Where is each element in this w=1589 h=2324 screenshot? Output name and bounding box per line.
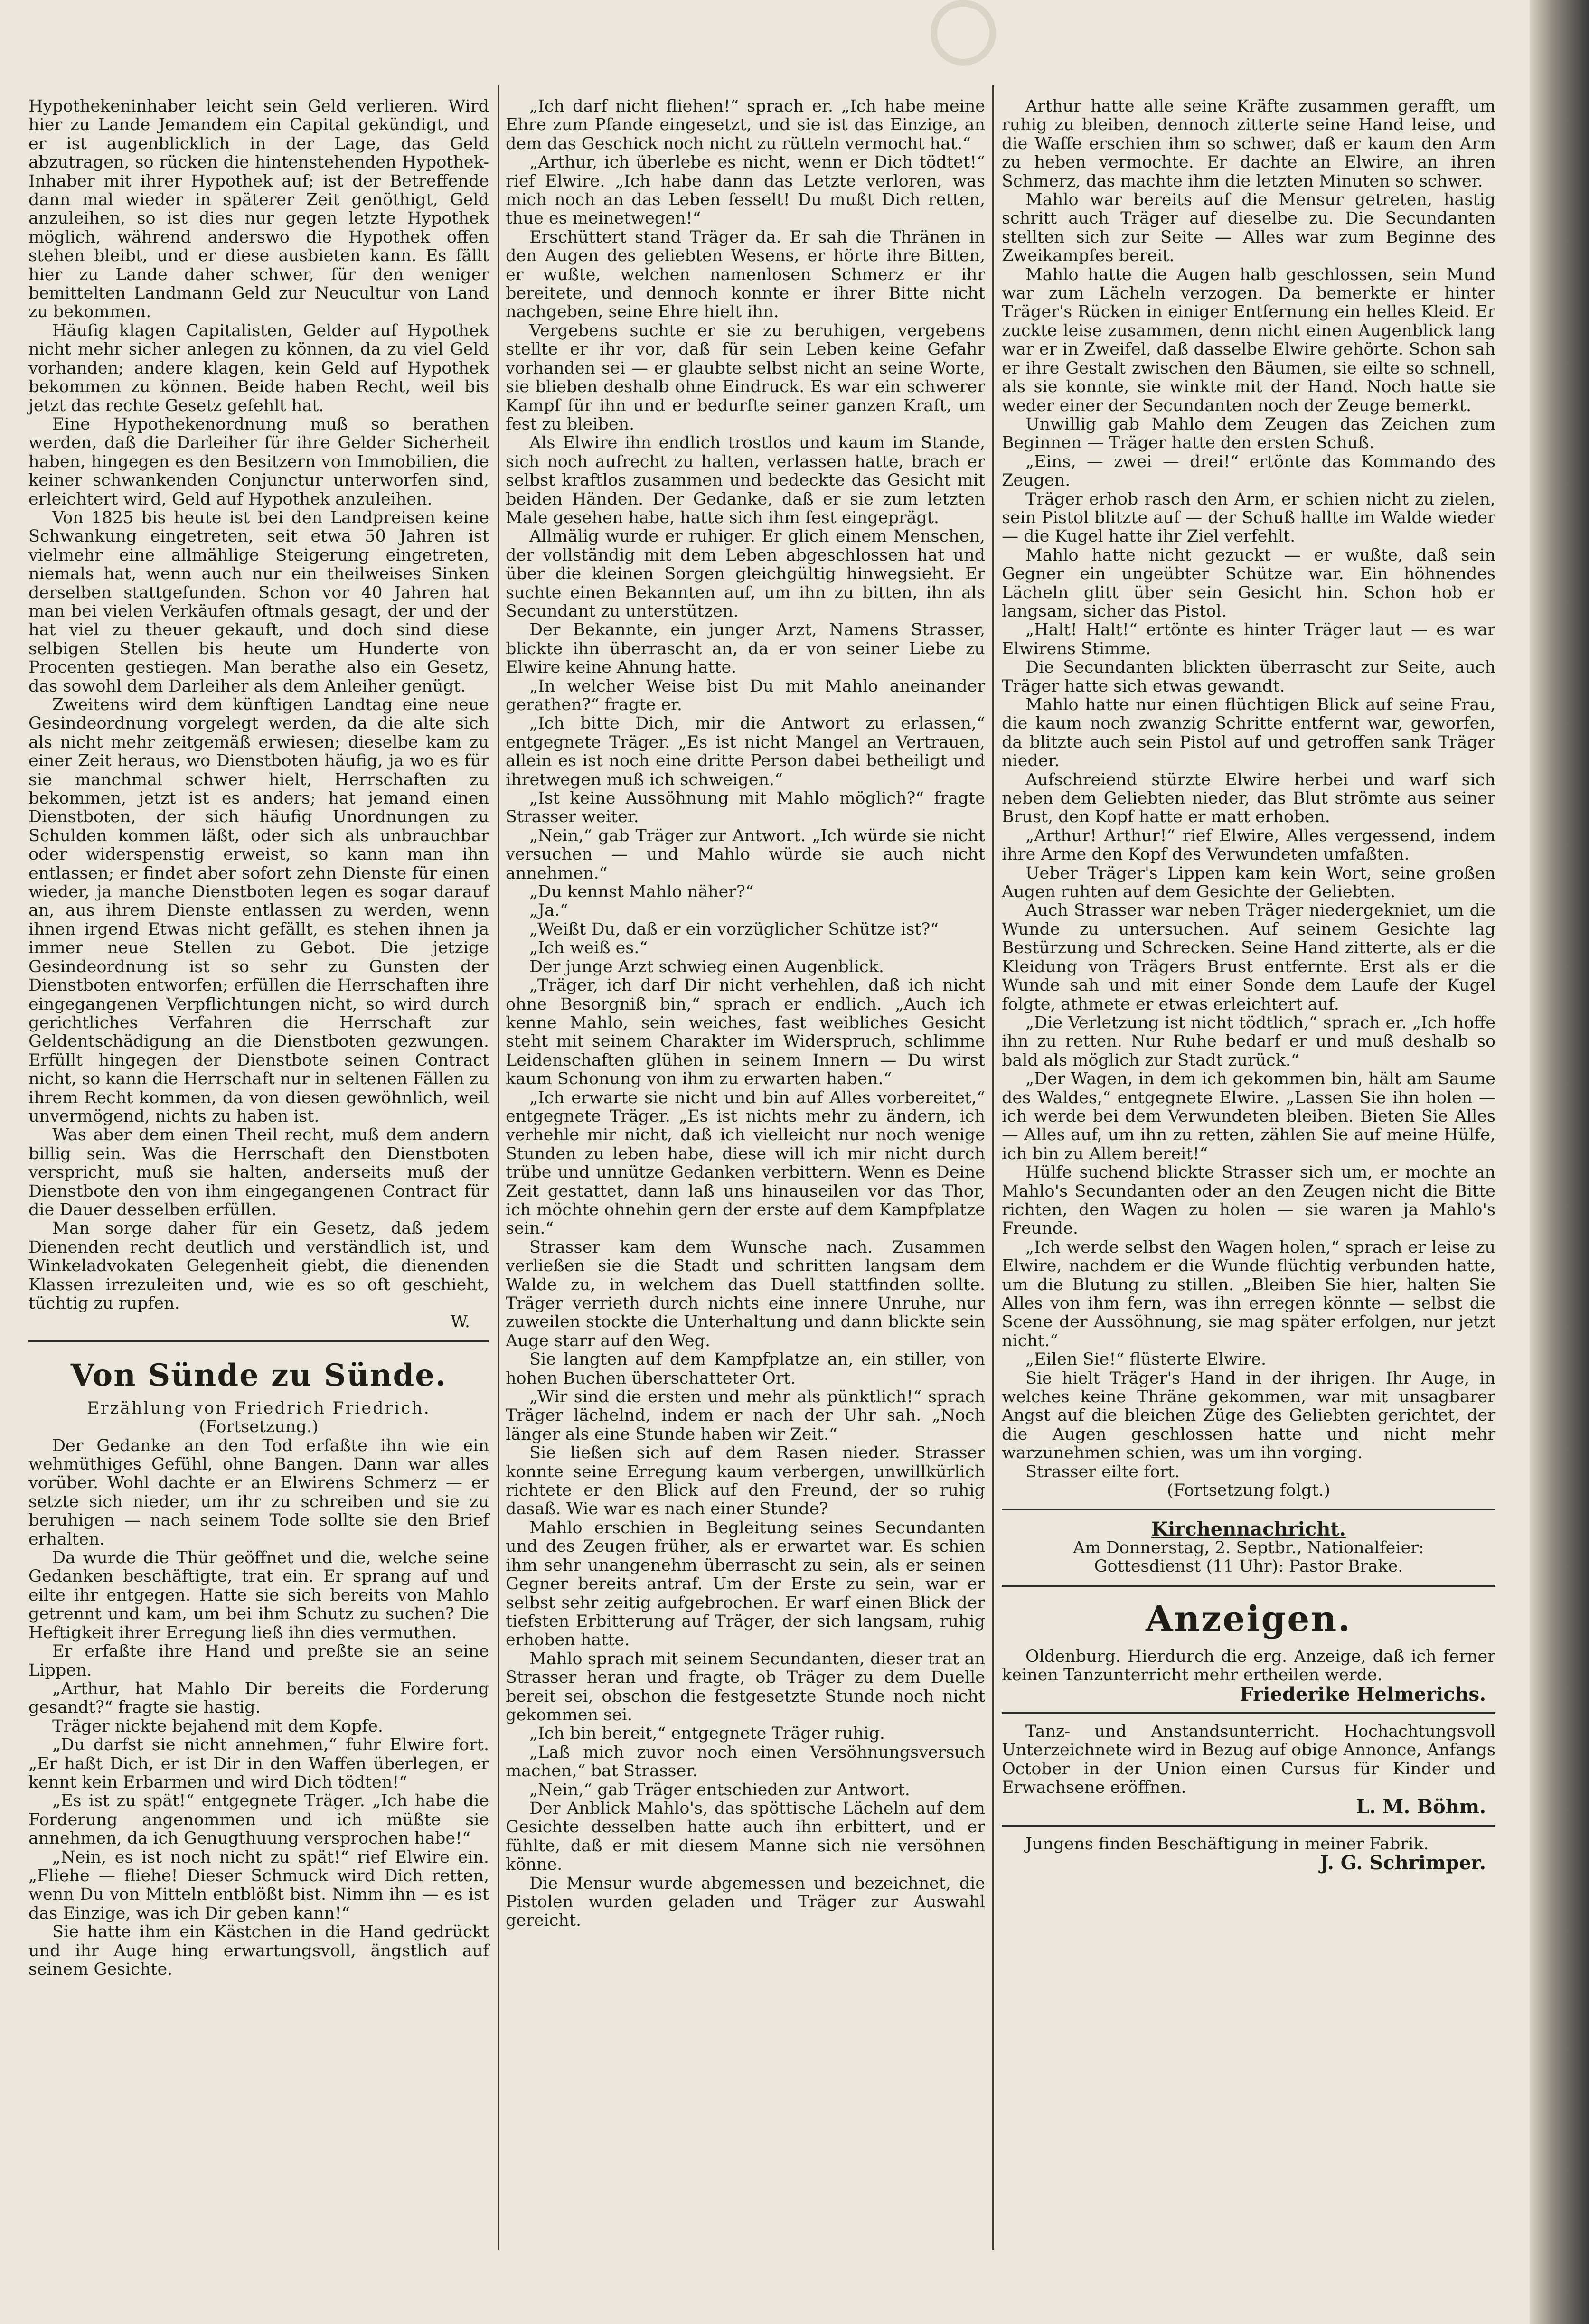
story-paragraph: „Ich darf nicht fliehen!“ sprach er. „Ich habe meine Ehre zum Pfande eingesetzt, und sie ist das Einzige, an dem das Geschick noch nicht zu rütteln vermocht hat.“ xyxy=(506,97,985,153)
story-paragraph: Die Secundanten blickten überrascht zur Seite, auch Träger hatte sich etwas gewandt. xyxy=(1002,658,1495,696)
ads-title: Anzeigen. xyxy=(1146,1598,1352,1640)
story-paragraph: Da wurde die Thür geöffnet und die, welche seine Gedanken beschäftigte, trat ein. Er sprang auf und eilte ihr entgegen. Hatte sie sich bereits von Mahlo getrennt und kam, um bei ihm Schutz zu suchen? Die Heftigkeit ihrer Erregung ließ ihn dies vermuthen. xyxy=(28,1548,489,1642)
story-paragraph: „Nein, es ist noch nicht zu spät!“ rief Elwire ein. „Fliehe — fliehe! Dieser Schmuck wird Dich retten, wenn Du von Mitteln entblößt bist. Nimm ihn — es ist das Einzige, was ich Dir geben kann!“ xyxy=(28,1847,489,1923)
story-paragraph: „Ich bitte Dich, mir die Antwort zu erlassen,“ entgegnete Träger. „Es ist nicht Mangel an Vertrauen, allein es ist noch eine dritte Person dabei betheiligt und ihretwegen muß ich schweigen.“ xyxy=(506,714,985,789)
story-paragraph: „Weißt Du, daß er ein vorzüglicher Schütze ist?“ xyxy=(529,919,939,939)
story-paragraph: Mahlo hatte nur einen flüchtigen Blick auf seine Frau, die kaum noch zwanzig Schritte entfernt war, geworfen, da blitzte auch sein Pistol auf und getroffen sank Träger nieder. xyxy=(1002,695,1495,771)
story-paragraph: Ueber Träger's Lippen kam kein Wort, seine großen Augen ruhten auf dem Gesichte der Geliebten. xyxy=(1002,863,1495,902)
story-paragraph: „Die Verletzung ist nicht tödtlich,“ sprach er. „Ich hoffe ihn zu retten. Nur Ruhe bedarf er und muß deshalb so bald als möglich zur Stadt zurück.“ xyxy=(1002,1013,1495,1070)
story-paragraph: Als Elwire ihn endlich trostlos und kaum im Stande, sich noch aufrecht zu halten, verlassen hatte, brach er selbst kraftlos zusammen und bedeckte das Gesicht mit beiden Händen. Der Gedanke, daß er sie zum letzten Male gesehen habe, hatte sich ihm fest eingeprägt. xyxy=(506,433,985,527)
story-paragraph: Mahlo hatte die Augen halb geschlossen, sein Mund war zum Lächeln verzogen. Da bemerkte er hinter Träger's Rücken in einiger Entfernung ein helles Kleid. Er zuckte leise zusammen, denn nicht einen Augenblick lang war er in Zweifel, daß dasselbe Elwire gehörte. Schon sah er ihre Gestalt zwischen den Bäumen, sie eilte so schnell, als sie konnte, sie winkte mit der Hand. Noch hatte sie weder einer der Secundanten noch der Zeuge bemerkt. xyxy=(1002,265,1495,415)
column-1 xyxy=(28,97,489,1979)
story-paragraph: „Es ist zu spät!“ entgegnete Träger. „Ich habe die Forderung angenommen und ich müßte sie annehmen, da ich Genugthuung versprochen habe!“ xyxy=(28,1791,489,1848)
ad-divider xyxy=(1002,1825,1495,1827)
story-title: Von Sünde zu Sünde. xyxy=(70,1357,447,1393)
story-paragraph: Mahlo erschien in Begleitung seines Secundanten und des Zeugen früher, als er erwartet war. Es schien ihm sehr unangenehm überrascht zu sein, als er seinen Gegner bereits antraf. Um der Erste zu sein, war er selbst sehr zeitig aufgebrochen. Er warf einen Blick der tiefsten Erbitterung auf Träger, der sich langsam, ruhig erhoben hatte. xyxy=(506,1518,985,1650)
story-paragraph: Vergebens suchte er sie zu beruhigen, vergebens stellte er ihr vor, daß für sein Leben keine Gefahr vorhanden sei — er glaubte selbst nicht an seine Worte, sie blieben deshalb ohne Eindruck. Es war ein schwerer Kampf für ihn und er bedurfte seiner ganzen Kraft, um fest zu bleiben. xyxy=(506,321,985,434)
church-news-line: Am Donnerstag, 2. Septbr., Nationalfeier: xyxy=(1073,1538,1424,1557)
story-paragraph: Mahlo war bereits auf die Mensur getreten, hastig schritt auch Träger auf dieselbe zu. Die Secundanten stellten sich zur Seite — Alles war zum Beginne des Zweikampfes bereit. xyxy=(1002,190,1495,266)
story-paragraph: Der Anblick Mahlo's, das spöttische Lächeln auf dem Gesichte desselben hatte auch ihn erbittert, und er fühlte, daß er mit diesem Manne sich nie versöhnen könne. xyxy=(506,1799,985,1874)
story-paragraph: „Arthur, ich überlebe es nicht, wenn er Dich tödtet!“ rief Elwire. „Ich habe dann das Letzte verloren, was mich noch an das Leben fesselt! Du mußt Dich retten, thue es meinetwegen!“ xyxy=(506,153,985,228)
page-edge-shadow xyxy=(1530,0,1589,2324)
article-paragraph: Was aber dem einen Theil recht, muß dem andern billig sein. Was die Herrschaft den Dienstboten verspricht, muß sie halten, anderseits muß der Dienstbote den von ihm eingegangenen Contract für die Dauer desselben erfüllen. xyxy=(28,1125,489,1219)
article-paragraph: Eine Hypothekenordnung muß so berathen werden, daß die Darleiher für ihre Gelder Sicherheit haben, hingegen es den Besitzern von Immobilien, die keiner schwankenden Conjunctur unterworfen sind, erleichtert wird, Geld auf Hypothek anzuleihen. xyxy=(28,414,489,509)
story-paragraph: „Arthur, hat Mahlo Dir bereits die Forderung gesandt?“ fragte sie hastig. xyxy=(28,1679,489,1717)
column-divider xyxy=(498,85,499,2250)
story-paragraph: Aufschreiend stürzte Elwire herbei und warf sich neben dem Geliebten nieder, das Blut strömte aus seiner Brust, den Kopf hatte er matt erhoben. xyxy=(1002,770,1495,827)
section-divider xyxy=(1002,1585,1495,1587)
story-paragraph: „Nein,“ gab Träger entschieden zur Antwort. xyxy=(529,1780,910,1799)
story-paragraph: „Ich weiß es.“ xyxy=(529,938,648,958)
story-paragraph: Der junge Arzt schwieg einen Augenblick. xyxy=(529,957,884,976)
story-continuation: (Fortsetzung.) xyxy=(199,1417,319,1437)
story-paragraph: Der Gedanke an den Tod erfaßte ihn wie ein wehmüthiges Gefühl, ohne Bangen. Dann war alles vorüber. Wohl dachte er an Elwirens Schmerz — er setzte sich nieder, um ihr zu schreiben und sie zu beruhigen — nach seinem Tode sollte sie den Brief erhalten. xyxy=(28,1436,489,1549)
story-paragraph: „Arthur! Arthur!“ rief Elwire, Alles vergessend, indem ihre Arme den Kopf des Verwundeten umfaßten. xyxy=(1002,826,1495,864)
story-paragraph: Arthur hatte alle seine Kräfte zusammen gerafft, um ruhig zu bleiben, dennoch zitterte seine Hand leise, und die Waffe erschien ihm so schwer, daß er kaum den Arm zu heben vermochte. Er dachte an Elwire, an ihren Schmerz, das machte ihm die letzten Minuten so schwer. xyxy=(1002,97,1495,191)
story-paragraph: Strasser eilte fort. xyxy=(1025,1462,1180,1481)
story-paragraph: Die Mensur wurde abgemessen und bezeichnet, die Pistolen wurden geladen und Träger zur Auswahl gereicht. xyxy=(506,1874,985,1930)
story-paragraph: Der Bekannte, ein junger Arzt, Namens Strasser, blickte ihn überrascht an, da er von seiner Liebe zu Elwire keine Ahnung hatte. xyxy=(506,620,985,677)
story-paragraph: „Eilen Sie!“ flüsterte Elwire. xyxy=(1025,1350,1267,1369)
column-divider xyxy=(992,85,994,2250)
story-paragraph: Träger erhob rasch den Arm, er schien nicht zu zielen, sein Pistol blitzte auf — der Schuß hallte im Walde wieder — die Kugel hatte ihr Ziel verfehlt. xyxy=(1002,489,1495,546)
ad-divider xyxy=(1002,1712,1495,1714)
ad-text: Tanz- und Anstandsunterricht. Hochachtungsvoll Unterzeichnete wird in Bezug auf obige Annonce, Anfangs October in der Union einen Cursus für Kinder und Erwachsene eröffnen. xyxy=(1002,1722,1495,1798)
story-paragraph: „Ja.“ xyxy=(529,901,569,920)
article-signature: W. xyxy=(451,1312,470,1332)
story-continued-note: (Fortsetzung folgt.) xyxy=(1166,1481,1331,1500)
story-paragraph: „Laß mich zuvor noch einen Versöhnungsversuch machen,“ bat Strasser. xyxy=(506,1743,985,1781)
story-paragraph: Erschüttert stand Träger da. Er sah die Thränen in den Augen des geliebten Wesens, er hörte ihre Bitten, er wußte, welchen namenlosen Schmerz er ihr bereitete, und dennoch konnte er ihrer Bitte nicht nachgeben, seine Ehre hielt ihn. xyxy=(506,227,985,322)
story-paragraph: „Du darfst sie nicht annehmen,“ fuhr Elwire fort. „Er haßt Dich, er ist Dir in den Waffen überlegen, er kennt kein Erbarmen und wird Dich tödten!“ xyxy=(28,1735,489,1792)
story-paragraph: „Du kennst Mahlo näher?“ xyxy=(529,882,754,902)
story-paragraph: Sie hielt Träger's Hand in der ihrigen. Ihr Auge, in welches keine Thräne gekommen, war mit unsagbarer Angst auf die bleichen Züge des Geliebten gerichtet, der die Augen geschlossen hatte und nicht mehr warzunehmen schien, was um ihn vorging. xyxy=(1002,1368,1495,1463)
story-paragraph: „Nein,“ gab Träger zur Antwort. „Ich würde sie nicht versuchen — und Mahlo würde sie auch nicht annehmen.“ xyxy=(506,826,985,883)
story-paragraph: Auch Strasser war neben Träger niedergekniet, um die Wunde zu untersuchen. Auf seinem Gesichte lag Bestürzung und Schrecken. Seine Hand zitterte, als er die Kleidung von Trägers Brust entfernte. Erst als er die Wunde sah und mit einer Sonde dem Laufe der Kugel folgte, athmete er etwas erleichtert auf. xyxy=(1002,901,1495,1014)
story-paragraph: Er erfaßte ihre Hand und preßte sie an seine Lippen. xyxy=(28,1642,489,1680)
ad-signature: J. G. Schrimper. xyxy=(1320,1852,1486,1874)
story-paragraph: Unwillig gab Mahlo dem Zeugen das Zeichen zum Beginnen — Träger hatte den ersten Schuß. xyxy=(1002,414,1495,453)
ad-text: Oldenburg. Hierdurch die erg. Anzeige, daß ich ferner keinen Tanzunterricht mehr ertheilen werde. xyxy=(1002,1647,1495,1685)
article-paragraph: Von 1825 bis heute ist bei den Landpreisen keine Schwankung eingetreten, seit etwa 50 Jahren ist vielmehr eine allmählige Steigerung eingetreten, niemals hat, wenn auch nur ein theilweises Sinken derselben stattgefunden. Schon vor 40 Jahren hat man bei vielen Verkäufen oftmals gesagt, der und der hat viel zu theuer gekauft, und doch sind diese selbigen Stellen bis heute um Hunderte von Procenten gestiegen. Man berathe also ein Gesetz, das sowohl dem Darleiher als dem Anleiher genügt. xyxy=(28,508,489,696)
story-paragraph: Allmälig wurde er ruhiger. Er glich einem Menschen, der vollständig mit dem Leben abgeschlossen hat und über die kleinen Sorgen gleichgültig hinwegsieht. Er suchte einen Bekannten auf, um ihn zu bitten, ihn als Secundant zu unterstützen. xyxy=(506,527,985,621)
story-author: Erzählung von Friedrich Friedrich. xyxy=(87,1398,431,1418)
story-paragraph: Strasser kam dem Wunsche nach. Zusammen verließen sie die Stadt und schritten langsam dem Walde zu, in welchem das Duell stattfinden sollte. Träger verrieth durch nichts eine innere Unruhe, nur zuweilen stockte die Unterhaltung und dann blickte sein Auge starr auf den Weg. xyxy=(506,1237,985,1350)
story-paragraph: „Halt! Halt!“ ertönte es hinter Träger laut — es war Elwirens Stimme. xyxy=(1002,620,1495,658)
article-paragraph: Häufig klagen Capitalisten, Gelder auf Hypothek nicht mehr sicher anlegen zu können, da zu viel Geld vorhanden; andere klagen, kein Geld auf Hypothek bekommen zu können. Beide haben Recht, weil bis jetzt das rechte Gesetz gefehlt hat. xyxy=(28,321,489,415)
story-paragraph: „Ich werde selbst den Wagen holen,“ sprach er leise zu Elwire, nachdem er die Wunde flüchtig verbunden hatte, um die Blutung zu stillen. „Bleiben Sie hier, halten Sie Alles von ihm fern, was ihn erregen könnte — selbst die Scene der Aussöhnung, sie mag später erfolgen, nur jetzt nicht.“ xyxy=(1002,1237,1495,1350)
ad-signature: Friederike Helmerichs. xyxy=(1240,1683,1486,1706)
story-paragraph: Sie langten auf dem Kampfplatze an, ein stiller, von hohen Buchen überschatteter Ort. xyxy=(506,1350,985,1388)
ad-text: Jungens finden Beschäftigung in meiner Fabrik. xyxy=(1025,1834,1429,1854)
story-paragraph: Sie ließen sich auf dem Rasen nieder. Strasser konnte seine Erregung kaum verbergen, unwillkürlich richtete er den Blick auf den Freund, der so ruhig dasaß. Wie war es nach einer Stunde? xyxy=(506,1443,985,1519)
article-paragraph: Man sorge daher für ein Gesetz, daß jedem Dienenden recht deutlich und verständlich ist, und Winkeladvokaten Gelegenheit giebt, die dienenden Klassen irrezuleiten und, wie es so oft geschieht, tüchtig zu rupfen. xyxy=(28,1219,489,1313)
section-divider xyxy=(1002,1509,1495,1510)
story-paragraph: „Ich bin bereit,“ entgegnete Träger ruhig. xyxy=(529,1724,885,1743)
story-paragraph: „Träger, ich darf Dir nicht verhehlen, daß ich nicht ohne Besorgniß bin,“ sprach er endlich. „Auch ich kenne Mahlo, sein weiches, fast weibliches Gesicht steht mit seinem Charakter im Widerspruch, schlimme Leidenschaften glühen in seinem Innern — Du wirst kaum Schonung von ihm zu erwarten haben.“ xyxy=(506,976,985,1089)
story-paragraph: Träger nickte bejahend mit dem Kopfe. xyxy=(52,1716,384,1736)
story-paragraph: Mahlo sprach mit seinem Secundanten, dieser trat an Strasser heran und fragte, ob Träger zu dem Duelle bereit sei, obschon die festgesetzte Stunde noch nicht gekommen sei. xyxy=(506,1649,985,1724)
story-paragraph: „Wir sind die ersten und mehr als pünktlich!“ sprach Träger lächelnd, indem er nach der Uhr sah. „Noch länger als eine Stunde haben wir Zeit.“ xyxy=(506,1387,985,1444)
story-paragraph: „Der Wagen, in dem ich gekommen bin, hält am Saume des Waldes,“ entgegnete Elwire. „Lassen Sie ihn holen — ich werde bei dem Verwundeten bleiben. Bieten Sie Alles — Alles auf, um ihn zu retten, zählen Sie auf meine Hülfe, ich bin zu Allem bereit!“ xyxy=(1002,1069,1495,1163)
ad-signature: L. M. Böhm. xyxy=(1356,1795,1486,1818)
column-2 xyxy=(506,97,985,1930)
story-paragraph: „In welcher Weise bist Du mit Mahlo aneinander gerathen?“ fragte er. xyxy=(506,676,985,714)
story-paragraph: Sie hatte ihm ein Kästchen in die Hand gedrückt und ihr Auge hing erwartungsvoll, ängstlich auf seinem Gesichte. xyxy=(28,1922,489,1979)
ink-stamp-mark xyxy=(931,0,996,66)
story-paragraph: Mahlo hatte nicht gezuckt — er wußte, daß sein Gegner ein ungeübter Schütze war. Ein höhnendes Lächeln glitt über sein Gesicht hin. Schon hob er langsam, sicher das Pistol. xyxy=(1002,545,1495,621)
story-paragraph: Hülfe suchend blickte Strasser sich um, er mochte an Mahlo's Secundanten oder an den Zeugen nicht die Bitte richten, den Wagen zu holen — sie waren ja Mahlo's Freunde. xyxy=(1002,1163,1495,1238)
church-news-title: Kirchennachricht. xyxy=(1151,1518,1346,1541)
church-news-line: Gottesdienst (11 Uhr): Pastor Brake. xyxy=(1094,1557,1403,1576)
column-3 xyxy=(1002,97,1495,1873)
article-paragraph: Zweitens wird dem künftigen Landtag eine neue Gesindeordnung vorgelegt werden, da die alte sich als nicht mehr zeitgemäß erwiesen; dieselbe kam zu einer Zeit heraus, wo Dienstboten häufig, ja wo es für sie manchmal schwer hielt, Herrschaften zu bekommen, jetzt ist es anders; hat jemand einen Dienstboten, der sich häufig Unordnungen zu Schulden kommen läßt, oder sich als unbrauchbar oder widerspenstig erweist, so kann man ihn entlassen; er findet aber sofort zehn Dienste für einen wieder, ja manche Dienstboten legen es sogar darauf an, aus ihrem Dienste entlassen zu werden, wenn ihnen irgend Etwas nicht gefällt, es stehen ihnen ja immer neue Stellen zu Gebot. Die jetzige Gesindeordnung ist so sehr zu Gunsten der Dienstboten entworfen; erfüllen die Herrschaften ihre eingegangenen Verpflichtungen nicht, so wird durch gerichtliches Verfahren die Herrschaft zur Geldentschädigung an die Dienstboten gezwungen. Erfüllt hingegen der Dienstbote seinen Contract nicht, so kann die Herrschaft nur in seltenen Fällen zu ihrem Recht kommen, da von diesen gewöhnlich, weil unvermögend, nichts zu haben ist. xyxy=(28,695,489,1126)
story-paragraph: „Ich erwarte sie nicht und bin auf Alles vorbereitet,“ entgegnete Träger. „Es ist nichts mehr zu ändern, ich verhehle mir nicht, daß ich vielleicht nur noch wenige Stunden zu leben habe, diese will ich mir nicht durch trübe und unnütze Gedanken verbittern. Wenn es Deine Zeit gestattet, dann laß uns hinauseilen vor das Thor, ich möchte ohnehin gern der erste auf dem Kampfplatze sein.“ xyxy=(506,1088,985,1238)
article-paragraph: Hypothekeninhaber leicht sein Geld verlieren. Wird hier zu Lande Jemandem ein Capital gekündigt, und er ist augenblicklich in der Lage, das Geld abzutragen, so rücken die hintenstehenden Hypothek-Inhaber mit ihrer Hypothek auf; ist der Betreffende dann mal wieder in späterer Zeit genöthigt, Geld anzuleihen, so ist dies nur gegen letzte Hypothek möglich, während anderswo die Hypothek offen stehen bleibt, und er diese ausbieten kann. Es fällt hier zu Lande daher schwer, für den weniger bemittelten Landmann Geld zur Neucultur von Land zu bekommen. xyxy=(28,97,489,322)
story-paragraph: „Ist keine Aussöhnung mit Mahlo möglich?“ fragte Strasser weiter. xyxy=(506,789,985,827)
section-divider xyxy=(28,1340,489,1342)
story-paragraph: „Eins, — zwei — drei!“ ertönte das Kommando des Zeugen. xyxy=(1002,452,1495,490)
